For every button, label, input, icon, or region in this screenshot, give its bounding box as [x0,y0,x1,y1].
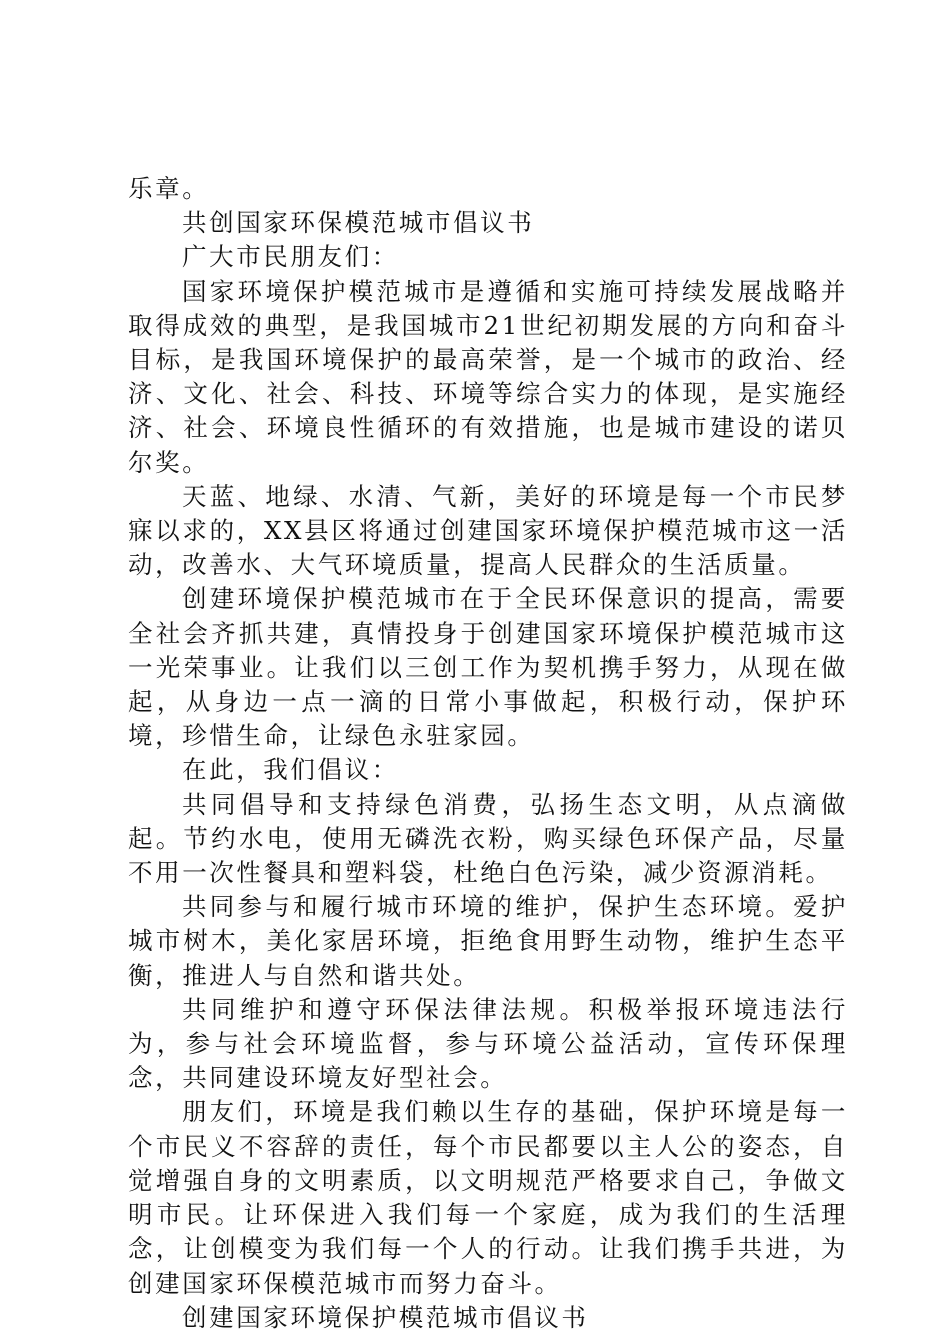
paragraph-proposal-3: 共同维护和遵守环保法律法规。积极举报环境违法行为，参与社会环境监督，参与环境公益活动，宣传环保理念，共同建设环境友好型社会。 [128,994,848,1093]
paragraph-continuation: 乐章。 [128,174,210,203]
paragraph-proposal-1: 共同倡导和支持绿色消费，弘扬生态文明，从点滴做起。节约水电，使用无磷洗衣粉，购买绿色环保产品，尽量不用一次性餐具和塑料袋，杜绝白色污染，减少资源消耗。 [128,789,848,888]
section-title: 共创国家环保模范城市倡议书 [182,208,535,238]
paragraph-awareness: 创建环境保护模范城市在于全民环保意识的提高，需要全社会齐抓共建，真情投身于创建国家环境保护模范城市这一光荣事业。让我们以三创工作为契机携手努力，从现在做起，从身边一点一滴的日常小事做起，积极行动，保护环境，珍惜生命，让绿色永驻家园。 [128,584,848,751]
salutation: 广大市民朋友们： [182,242,399,272]
paragraph-closing: 朋友们，环境是我们赖以生存的基础，保护环境是每一个市民义不容辞的责任，每个市民都要以主人公的姿态，自觉增强自身的文明素质，以文明规范严格要求自己，争做文明市民。让环保进入我们每一个家庭，成为我们的生活理念，让创模变为我们每一个人的行动。让我们携手共进，为创建国家环保模范城市而努力奋斗。 [128,1097,848,1298]
next-section-title: 创建国家环境保护模范城市倡议书 [182,1302,589,1332]
paragraph-environment: 天蓝、地绿、水清、气新，美好的环境是每一个市民梦寐以求的，XX县区将通过创建国家环境保护模范城市这一活动，改善水、大气环境质量，提高人民群众的生活质量。 [128,481,848,580]
document-body [128,172,848,1335]
paragraph-intro: 国家环境保护模范城市是遵循和实施可持续发展战略并取得成效的典型，是我国城市21世纪初期发展的方向和奋斗目标，是我国环境保护的最高荣誉，是一个城市的政治、经济、文化、社会、科技、环境等综合实力的体现，是实施经济、社会、环境良性循环的有效措施，也是城市建设的诺贝尔奖。 [128,276,848,477]
paragraph-proposal-lead: 在此，我们倡议： [182,755,399,785]
paragraph-proposal-2: 共同参与和履行城市环境的维护，保护生态环境。爱护城市树木，美化家居环境，拒绝食用野生动物，维护生态平衡，推进人与自然和谐共处。 [128,892,848,990]
